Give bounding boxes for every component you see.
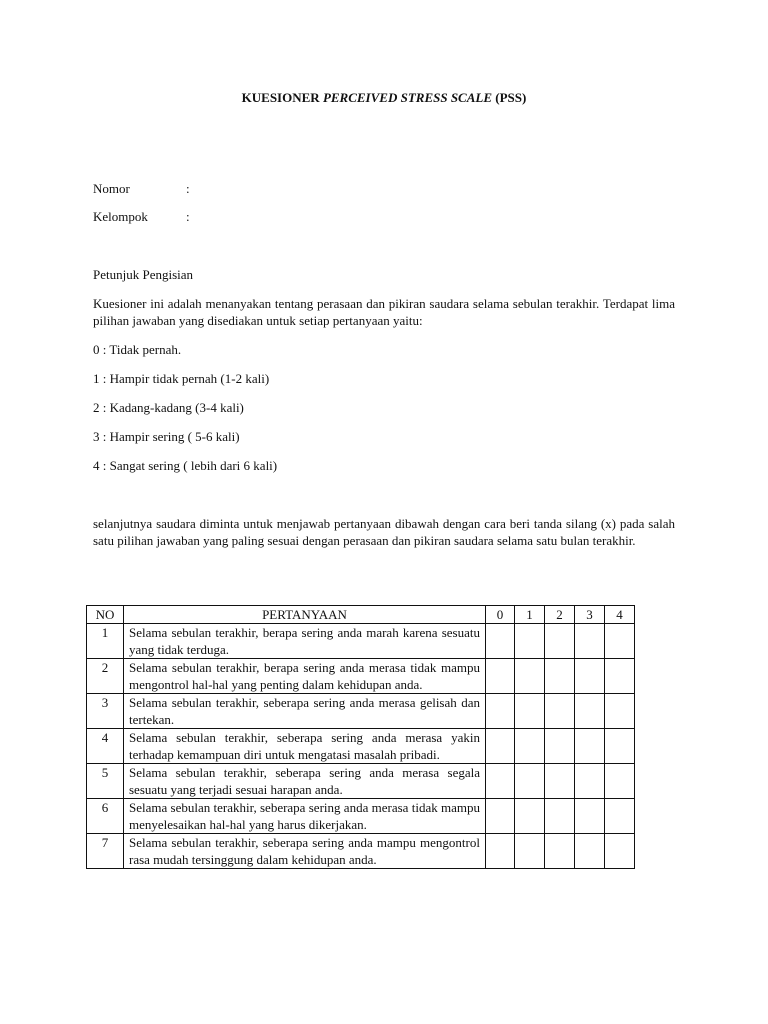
header-no: NO: [87, 606, 124, 624]
answer-cell-2[interactable]: [545, 834, 575, 869]
question-text: Selama sebulan terakhir, berapa sering anda marah karena sesuatu yang tidak terduga.: [124, 624, 486, 659]
option-3: 3 : Hampir sering ( 5-6 kali): [93, 429, 240, 444]
answer-cell-0[interactable]: [486, 694, 515, 729]
header-score-0: 0: [486, 606, 515, 624]
row-number: 1: [87, 624, 124, 659]
question-text: Selama sebulan terakhir, seberapa sering anda mampu mengontrol rasa mudah tersinggung dalam kehidupan anda.: [124, 834, 486, 869]
answer-cell-4[interactable]: [605, 694, 635, 729]
field-nomor-colon: :: [186, 181, 190, 196]
answer-cell-0[interactable]: [486, 729, 515, 764]
row-number: 7: [87, 834, 124, 869]
answer-cell-1[interactable]: [515, 624, 545, 659]
header-score-4: 4: [605, 606, 635, 624]
answer-cell-3[interactable]: [575, 729, 605, 764]
question-text: Selama sebulan terakhir, seberapa sering anda merasa gelisah dan tertekan.: [124, 694, 486, 729]
question-text: Selama sebulan terakhir, seberapa sering anda merasa tidak mampu menyelesaikan hal-hal yang harus dikerjakan.: [124, 799, 486, 834]
row-number: 2: [87, 659, 124, 694]
table-header-row: [87, 606, 635, 624]
answer-cell-2[interactable]: [545, 729, 575, 764]
question-text: Selama sebulan terakhir, seberapa sering anda merasa yakin terhadap kemampuan diri untuk mengatasi masalah pribadi.: [124, 729, 486, 764]
answer-cell-4[interactable]: [605, 764, 635, 799]
option-2: 2 : Kadang-kadang (3-4 kali): [93, 400, 244, 415]
option-0: 0 : Tidak pernah.: [93, 342, 182, 357]
table-row: [87, 659, 635, 694]
answer-cell-0[interactable]: [486, 624, 515, 659]
answer-cell-3[interactable]: [575, 694, 605, 729]
answer-cell-4[interactable]: [605, 659, 635, 694]
title-prefix: KUESIONER: [241, 90, 320, 105]
answer-cell-1[interactable]: [515, 764, 545, 799]
answer-cell-4[interactable]: [605, 799, 635, 834]
answer-cell-3[interactable]: [575, 834, 605, 869]
answer-cell-1[interactable]: [515, 729, 545, 764]
questionnaire-table: [86, 605, 635, 869]
answer-cell-0[interactable]: [486, 659, 515, 694]
answer-cell-2[interactable]: [545, 624, 575, 659]
table-row: [87, 834, 635, 869]
answer-cell-4[interactable]: [605, 834, 635, 869]
field-nomor: [93, 180, 190, 197]
table-row: [87, 764, 635, 799]
answer-cell-1[interactable]: [515, 694, 545, 729]
table-row: [87, 799, 635, 834]
answer-cell-2[interactable]: [545, 764, 575, 799]
answer-cell-4[interactable]: [605, 729, 635, 764]
row-number: 3: [87, 694, 124, 729]
header-score-2: 2: [545, 606, 575, 624]
header-pertanyaan: PERTANYAAN: [124, 606, 486, 624]
answer-cell-0[interactable]: [486, 834, 515, 869]
table-row: [87, 729, 635, 764]
answer-cell-1[interactable]: [515, 799, 545, 834]
answer-cell-2[interactable]: [545, 694, 575, 729]
row-number: 4: [87, 729, 124, 764]
instructions-closing: selanjutnya saudara diminta untuk menjawab pertanyaan dibawah dengan cara beri tanda silang (x) pada salah satu pilihan jawaban yang paling sesuai dengan perasaan dan pikiran saudara selama satu bulan terakhir.: [93, 516, 675, 548]
answer-cell-2[interactable]: [545, 799, 575, 834]
answer-cell-1[interactable]: [515, 834, 545, 869]
option-4: 4 : Sangat sering ( lebih dari 6 kali): [93, 458, 278, 473]
field-kelompok: [93, 208, 190, 225]
page-title: [0, 89, 768, 106]
answer-cell-2[interactable]: [545, 659, 575, 694]
answer-cell-3[interactable]: [575, 624, 605, 659]
table-row: [87, 624, 635, 659]
answer-cell-0[interactable]: [486, 799, 515, 834]
answer-cell-3[interactable]: [575, 659, 605, 694]
row-number: 6: [87, 799, 124, 834]
field-kelompok-colon: :: [186, 209, 190, 224]
header-score-3: 3: [575, 606, 605, 624]
instructions-intro: Kuesioner ini adalah menanyakan tentang perasaan dan pikiran saudara selama sebulan terakhir. Terdapat lima pilihan jawaban yang disediakan untuk setiap pertanyaan yaitu:: [93, 296, 675, 328]
question-text: Selama sebulan terakhir, seberapa sering anda merasa segala sesuatu yang terjadi sesuai harapan anda.: [124, 764, 486, 799]
field-kelompok-label: Kelompok: [93, 209, 148, 224]
answer-cell-3[interactable]: [575, 799, 605, 834]
header-score-1: 1: [515, 606, 545, 624]
answer-cell-3[interactable]: [575, 764, 605, 799]
option-1: 1 : Hampir tidak pernah (1-2 kali): [93, 371, 270, 386]
title-italic: PERCEIVED STRESS SCALE: [322, 90, 493, 105]
table-row: [87, 694, 635, 729]
instructions-heading: Petunjuk Pengisian: [93, 267, 194, 282]
answer-cell-4[interactable]: [605, 624, 635, 659]
question-text: Selama sebulan terakhir, berapa sering anda merasa tidak mampu mengontrol hal-hal yang penting dalam kehidupan anda.: [124, 659, 486, 694]
row-number: 5: [87, 764, 124, 799]
answer-cell-0[interactable]: [486, 764, 515, 799]
answer-cell-1[interactable]: [515, 659, 545, 694]
field-nomor-label: Nomor: [93, 181, 130, 196]
title-suffix: (PSS): [495, 90, 527, 105]
